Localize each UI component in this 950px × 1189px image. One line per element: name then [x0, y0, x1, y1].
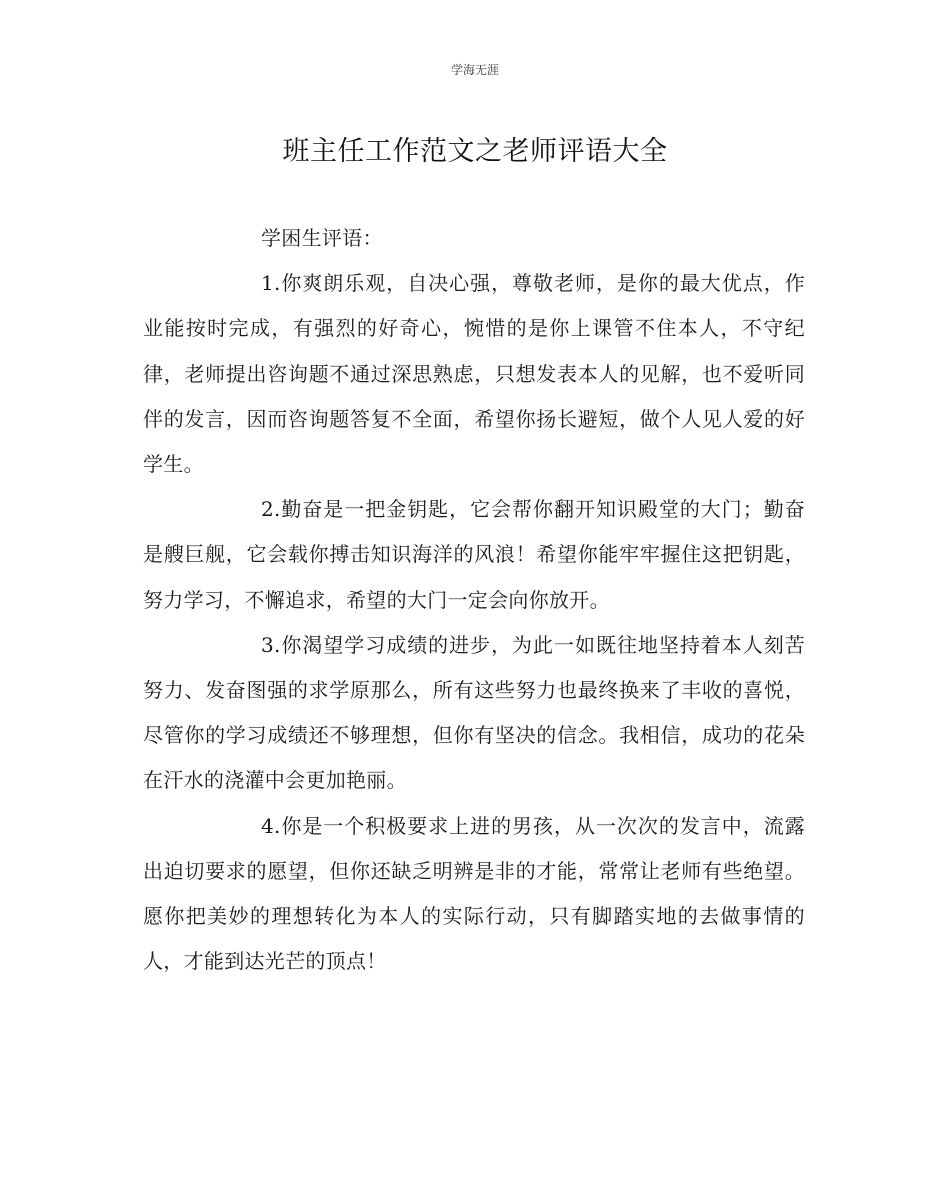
- comment-paragraph-2: 2.勤奋是一把金钥匙，它会帮你翻开知识殿堂的大门；勤奋是艘巨舰，它会载你搏击知识海洋的风浪！希望你能牢牢握住这把钥匙，努力学习，不懈追求，希望的大门一定会向你放开。: [143, 497, 805, 612]
- comment-paragraph-4: 4.你是一个积极要求上进的男孩，从一次次的发言中，流露出迫切要求的愿望，但你还缺乏明辨是非的才能，常常让老师有些绝望。愿你把美妙的理想转化为本人的实际行动，只有脚踏实地的去做事情的人，才能到达光芒的顶点！: [143, 813, 805, 974]
- document-title: 班主任工作范文之老师评语大全: [282, 136, 668, 167]
- page-header: 学海无涯: [450, 63, 499, 77]
- document-body: [143, 216, 805, 984]
- comment-paragraph-1: 1.你爽朗乐观，自决心强，尊敬老师，是你的最大优点，作业能按时完成，有强烈的好奇心，惋惜的是你上课管不住本人，不守纪律，老师提出咨询题不通过深思熟虑，只想发表本人的见解，也不爱听同伴的发言，因而咨询题答复不全面，希望你扬长避短，做个人见人爱的好学生。: [143, 271, 805, 477]
- comment-paragraph-3: 3.你渴望学习成绩的进步，为此一如既往地坚持着本人刻苦努力、发奋图强的求学原那么，所有这些努力也最终换来了丰收的喜悦，尽管你的学习成绩还不够理想，但你有坚决的信念。我相信，成功的花朵在汗水的浇灌中会更加艳丽。: [143, 632, 805, 793]
- section-heading: 学困生评语：: [261, 226, 383, 250]
